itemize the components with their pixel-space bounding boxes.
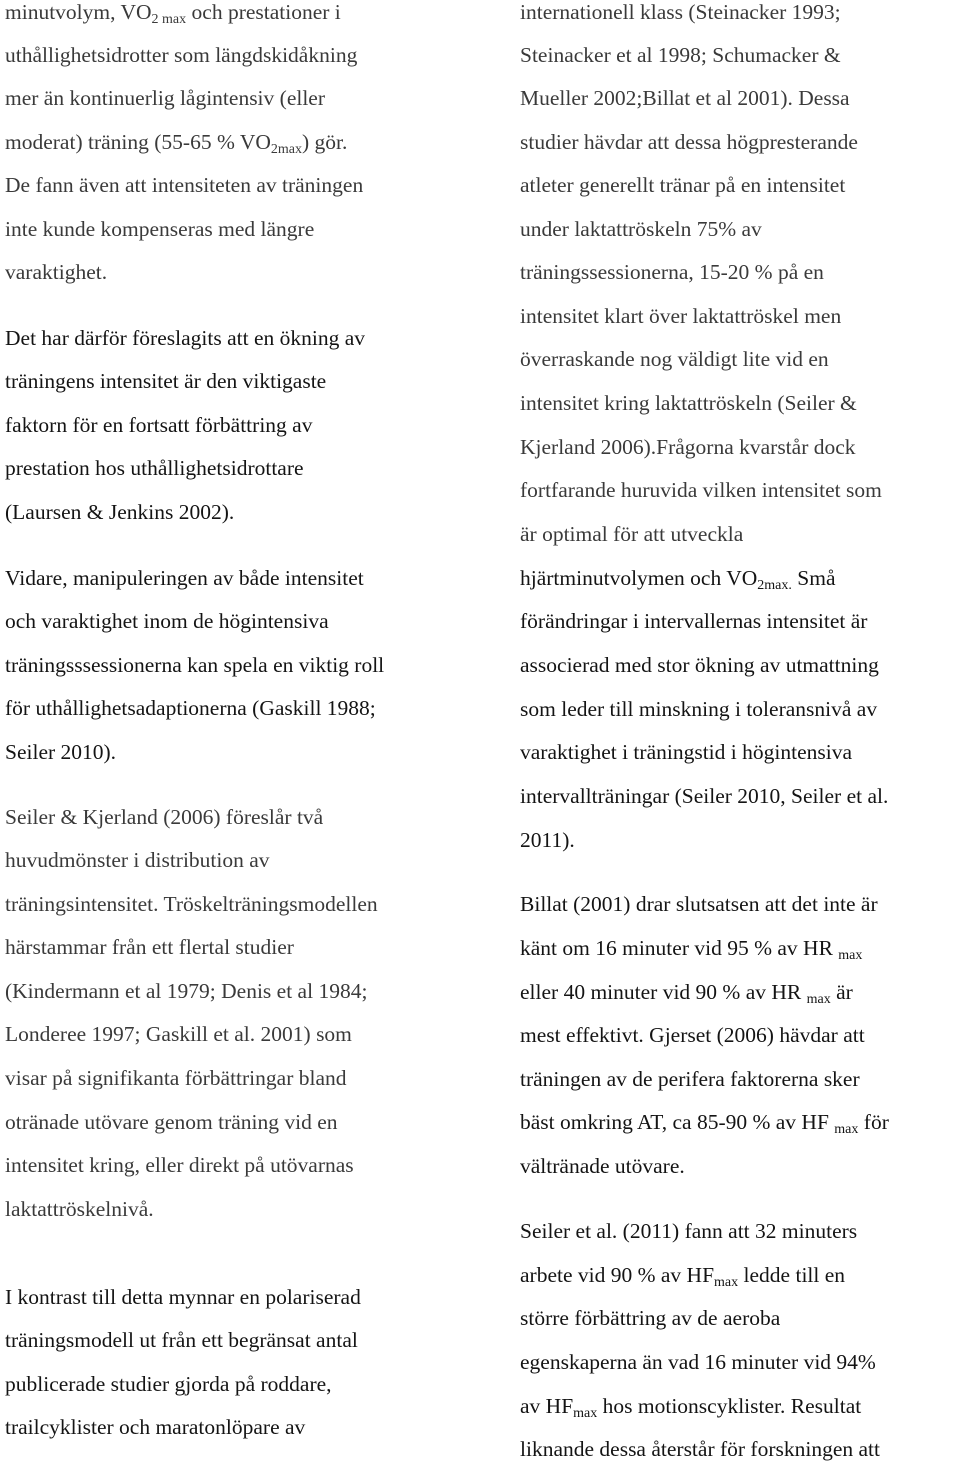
text-line xyxy=(5,1065,347,1091)
text-line xyxy=(5,978,367,1004)
text-segment: uthållighetsidrotter som längdskidåkning xyxy=(5,43,358,67)
text-line xyxy=(5,804,323,830)
text-segment: (Laursen & Jenkins 2002). xyxy=(5,500,235,524)
text-segment: och varaktighet inom de högintensiva xyxy=(5,609,329,633)
text-line xyxy=(5,695,376,721)
text-segment: träningsssessionerna kan spela en viktig roll xyxy=(5,653,385,677)
text-segment: laktattröskelnivå. xyxy=(5,1197,154,1221)
text-segment: moderat) träning (55-65 % VO xyxy=(5,130,271,154)
text-segment: för xyxy=(858,1110,889,1134)
text-segment: eller 40 minuter vid 90 % av HR xyxy=(520,980,807,1004)
text-line xyxy=(520,1262,845,1288)
subscript-text: 2 max xyxy=(151,12,187,27)
text-segment: intervallträningar (Seiler 2010, Seiler et al. xyxy=(520,784,889,808)
text-segment: vältränade utövare. xyxy=(520,1154,685,1178)
text-segment: härstammar från ett flertal studier xyxy=(5,935,294,959)
text-line xyxy=(5,608,329,634)
text-segment: intensitet klart över laktattröskel men xyxy=(520,304,842,328)
text-segment: intensitet kring, eller direkt på utövarnas xyxy=(5,1153,354,1177)
text-line xyxy=(5,565,364,591)
text-segment: större förbättring av de aeroba xyxy=(520,1306,781,1330)
text-line xyxy=(520,696,877,722)
text-segment: visar på signifikanta förbättringar bland xyxy=(5,1066,347,1090)
text-segment: inte kunde kompenseras med längre xyxy=(5,217,315,241)
text-segment: mer än kontinuerlig lågintensiv (eller xyxy=(5,86,326,110)
text-segment: under laktattröskeln 75% av xyxy=(520,217,762,241)
text-line xyxy=(5,172,363,198)
text-line xyxy=(5,1371,332,1397)
subscript-text: 2max. xyxy=(757,578,792,593)
text-segment: Det har därför föreslagits att en ökning av xyxy=(5,326,365,350)
text-segment: Seiler 2010). xyxy=(5,740,117,764)
text-segment: Londeree 1997; Gaskill et al. 2001) som xyxy=(5,1022,352,1046)
text-segment: studier hävdar att dessa högpresterande xyxy=(520,130,858,154)
text-segment: publicerade studier gjorda på roddare, xyxy=(5,1372,332,1396)
text-line xyxy=(520,85,850,111)
text-segment: De fann även att intensiteten av träningen xyxy=(5,173,364,197)
text-segment: Seiler & Kjerland (2006) föreslår två xyxy=(5,805,324,829)
text-segment: är optimal för att utveckla xyxy=(520,522,744,546)
text-line xyxy=(5,216,314,242)
text-line xyxy=(520,216,762,242)
text-line xyxy=(5,85,325,111)
text-segment: känt om 16 minuter vid 95 % av HR xyxy=(520,936,839,960)
text-segment: som leder till minskning i toleransnivå av xyxy=(520,697,878,721)
text-segment: träningssessionerna, 15-20 % på en xyxy=(520,260,824,284)
text-segment: hjärtminutvolymen och VO xyxy=(520,566,758,590)
text-line xyxy=(5,1414,305,1440)
text-line xyxy=(5,847,270,873)
text-line xyxy=(520,129,858,155)
text-segment: är xyxy=(830,980,853,1004)
text-line xyxy=(5,739,116,765)
text-segment: trailcyklister och maratonlöpare av xyxy=(5,1415,306,1439)
text-segment: prestation hos uthållighetsidrottare xyxy=(5,456,304,480)
text-line xyxy=(5,934,294,960)
text-segment: (Kindermann et al 1979; Denis et al 1984; xyxy=(5,979,368,1003)
subscript-text: max xyxy=(714,1275,739,1290)
text-segment: faktorn för en fortsatt förbättring av xyxy=(5,413,313,437)
text-line xyxy=(5,1152,354,1178)
text-segment: varaktighet. xyxy=(5,260,108,284)
text-segment: förändringar i intervallernas intensitet är xyxy=(520,609,868,633)
text-line xyxy=(520,259,824,285)
text-segment: associerad med stor ökning av utmattning xyxy=(520,653,879,677)
text-segment: ) gör. xyxy=(302,130,348,154)
text-segment: otränade utövare genom träning vid en xyxy=(5,1110,338,1134)
text-line xyxy=(5,412,312,438)
text-segment: träningens intensitet är den viktigaste xyxy=(5,369,327,393)
text-segment: varaktighet i träningstid i högintensiva xyxy=(520,740,852,764)
text-segment: träningsmodell ut från ett begränsat antal xyxy=(5,1328,358,1352)
text-line xyxy=(520,739,852,765)
text-line xyxy=(5,652,384,678)
text-line xyxy=(520,1066,860,1092)
text-line xyxy=(5,259,107,285)
text-segment: för uthållighetsadaptionerna (Gaskill 1988; xyxy=(5,696,376,720)
text-segment: Steinacker et al 1998; Schumacker & xyxy=(520,43,841,67)
text-segment: internationell klass (Steinacker 1993; xyxy=(520,0,841,24)
text-line xyxy=(520,1218,857,1244)
text-segment: liknande dessa återstår för forskningen att xyxy=(520,1437,880,1461)
text-segment: träningsintensitet. Tröskelträningsmodellen xyxy=(5,892,378,916)
text-segment: I kontrast till detta mynnar en polariserad xyxy=(5,1285,361,1309)
text-line xyxy=(520,608,867,634)
text-line xyxy=(520,652,879,678)
text-segment: överraskande nog väldigt lite vid en xyxy=(520,347,829,371)
text-line xyxy=(520,979,853,1005)
text-line xyxy=(520,827,575,853)
text-line xyxy=(5,1284,361,1310)
text-segment: bäst omkring AT, ca 85-90 % av HF xyxy=(520,1110,835,1134)
text-segment: Mueller 2002;Billat et al 2001). Dessa xyxy=(520,86,850,110)
text-segment: ledde till en xyxy=(738,1263,846,1287)
text-line xyxy=(5,0,341,25)
text-line xyxy=(5,1196,154,1222)
text-line xyxy=(520,434,856,460)
subscript-text: max xyxy=(838,948,863,963)
text-line xyxy=(5,1021,352,1047)
text-segment: av HF xyxy=(520,1394,574,1418)
text-segment: intensitet kring laktattröskeln (Seiler & xyxy=(520,391,857,415)
text-segment: och prestationer i xyxy=(186,0,341,24)
text-line xyxy=(520,1153,685,1179)
text-line xyxy=(5,455,304,481)
text-segment: Små xyxy=(791,566,836,590)
subscript-text: max xyxy=(806,992,831,1007)
text-line xyxy=(520,1109,889,1135)
text-segment: Seiler et al. (2011) fann att 32 minuters xyxy=(520,1219,858,1243)
text-line xyxy=(520,1393,861,1419)
text-line xyxy=(5,499,234,525)
text-segment: huvudmönster i distribution av xyxy=(5,848,270,872)
text-segment: mest effektivt. Gjerset (2006) hävdar att xyxy=(520,1023,865,1047)
text-line xyxy=(5,325,365,351)
text-line xyxy=(520,935,862,961)
text-line xyxy=(520,390,857,416)
text-line xyxy=(520,1022,865,1048)
subscript-text: 2max xyxy=(270,142,303,157)
text-segment: 2011). xyxy=(520,828,575,852)
text-line xyxy=(5,1327,358,1353)
text-line xyxy=(520,1436,880,1462)
text-segment: egenskaperna än vad 16 minuter vid 94% xyxy=(520,1350,876,1374)
text-line xyxy=(5,129,347,155)
text-line xyxy=(520,521,743,547)
subscript-text: max xyxy=(834,1122,859,1137)
text-line xyxy=(520,477,882,503)
text-segment: fortfarande huruvida vilken intensitet som xyxy=(520,478,882,502)
text-line xyxy=(5,368,326,394)
text-segment: Billat (2001) drar slutsatsen att det inte är xyxy=(520,892,878,916)
text-segment: minutvolym, VO xyxy=(5,0,152,24)
text-line xyxy=(520,565,836,591)
text-segment: träningen av de perifera faktorerna sker xyxy=(520,1067,860,1091)
text-segment: hos motionscyklister. Resultat xyxy=(597,1394,862,1418)
subscript-text: max xyxy=(573,1406,598,1421)
text-line xyxy=(520,783,888,809)
text-line xyxy=(5,891,378,917)
text-segment: Vidare, manipuleringen av både intensitet xyxy=(5,566,364,590)
text-line xyxy=(520,172,845,198)
text-line xyxy=(520,303,841,329)
text-line xyxy=(5,1109,338,1135)
text-line xyxy=(520,346,829,372)
text-line xyxy=(520,42,841,68)
text-segment: Kjerland 2006).Frågorna kvarstår dock xyxy=(520,435,856,459)
text-line xyxy=(520,891,878,917)
text-line xyxy=(520,0,841,25)
text-line xyxy=(520,1305,780,1331)
text-line xyxy=(520,1349,876,1375)
text-segment: atleter generellt tränar på en intensitet xyxy=(520,173,846,197)
text-line xyxy=(5,42,357,68)
text-segment: arbete vid 90 % av HF xyxy=(520,1263,715,1287)
